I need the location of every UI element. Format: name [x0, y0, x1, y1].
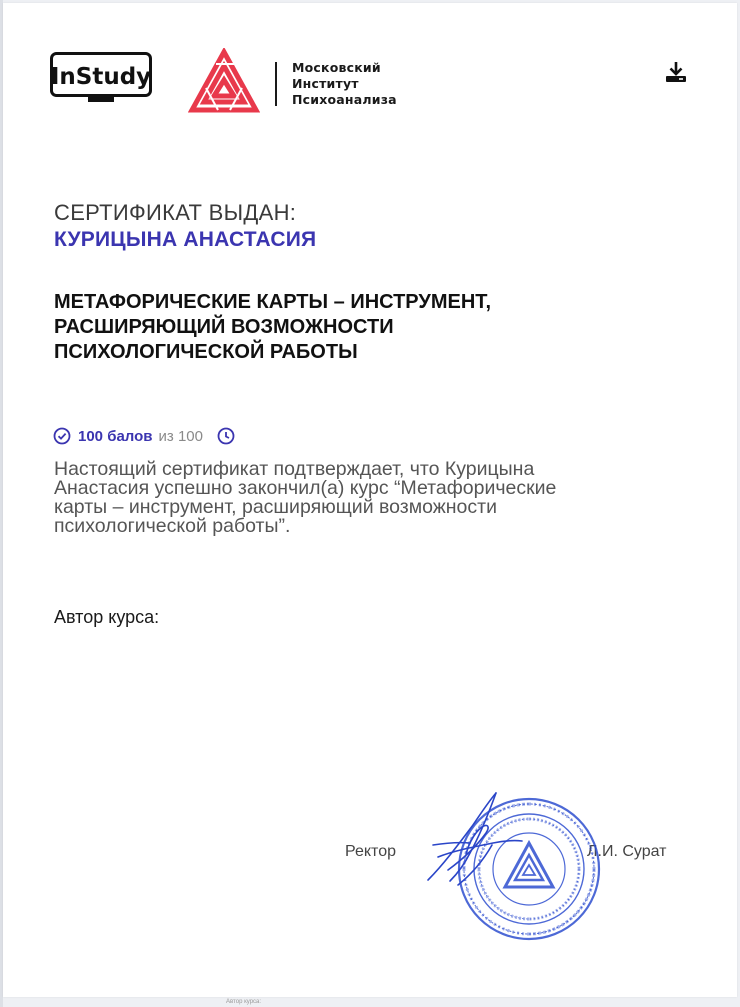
description-line: психологической работы”. — [54, 515, 291, 537]
course-title-line: РАСШИРЯЮЩИЙ ВОЗМОЖНОСТИ — [54, 316, 394, 338]
download-icon — [664, 60, 688, 84]
description-line: Анастасия успешно закончил(а) курс “Метафорические — [54, 477, 557, 499]
institute-name — [292, 60, 397, 108]
instudy-logo-text: InStudy — [50, 64, 152, 90]
institute-name-line: Московский — [292, 60, 381, 75]
score-max: из 100 — [158, 427, 203, 445]
course-author-label: Автор курса: — [54, 607, 160, 627]
institute-name-line: Институт — [292, 76, 359, 91]
instudy-logo — [50, 52, 152, 104]
description-line: карты – инструмент, расширяющий возможности — [54, 496, 497, 518]
check-circle-icon — [53, 427, 71, 445]
logo-divider — [275, 62, 277, 106]
clock-icon — [217, 427, 235, 445]
institute-logo-icon — [188, 48, 260, 116]
course-title-line: МЕТАФОРИЧЕСКИЕ КАРТЫ – ИНСТРУМЕНТ, — [54, 291, 492, 313]
certificate-description — [54, 460, 694, 536]
score-row — [53, 426, 235, 446]
rector-name: Л.И. Сурат — [587, 843, 667, 860]
description-line: Настоящий сертификат подтверждает, что Курицына — [54, 458, 535, 480]
score-points: 100 балов — [78, 427, 153, 445]
rector-label: Ректор — [345, 843, 396, 860]
institute-name-line: Психоанализа — [292, 92, 397, 107]
recipient-name: КУРИЦЫНА АНАСТАСИЯ — [54, 228, 317, 251]
course-title-line: ПСИХОЛОГИЧЕСКОЙ РАБОТЫ — [54, 341, 358, 363]
signature-icon — [418, 785, 528, 895]
course-title — [54, 290, 614, 365]
footer-text: Автор курса: — [226, 999, 262, 1005]
issued-label: СЕРТИФИКАТ ВЫДАН: — [54, 200, 297, 225]
download-button[interactable] — [662, 58, 690, 86]
